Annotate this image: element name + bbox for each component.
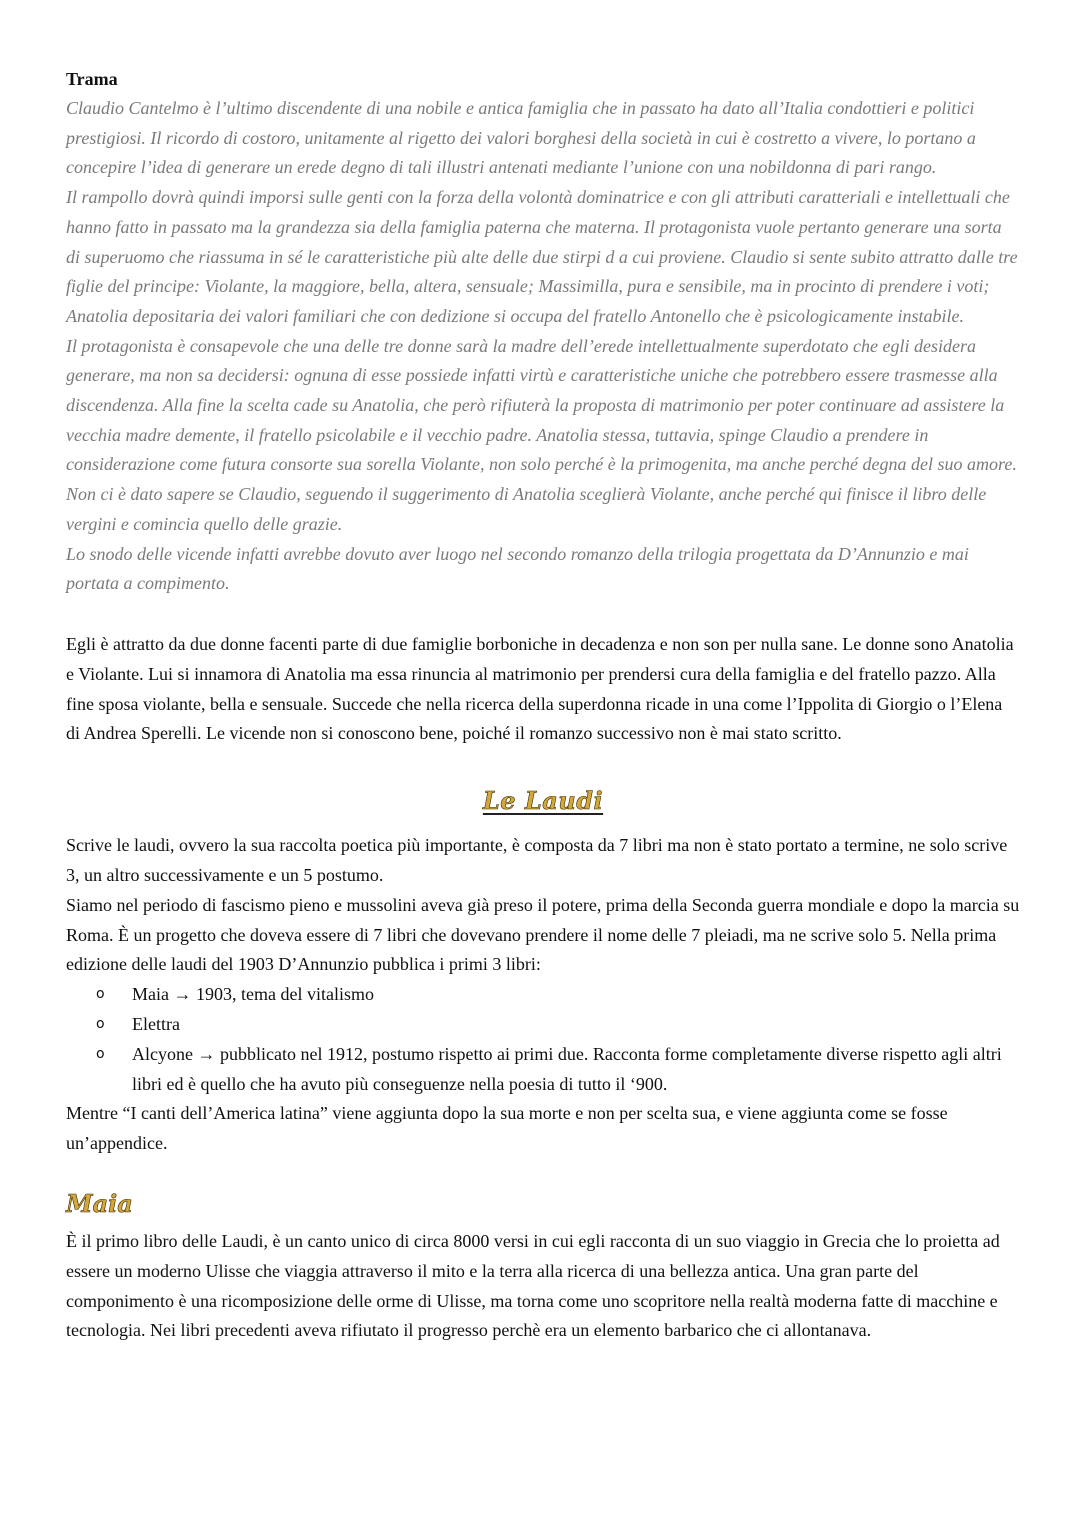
list-item-text: Alcyone → pubblicato nel 1912, postumo rispetto ai primi due. Racconta forme completamente diverse rispetto agli altri libri ed è quello che ha avuto più conseguenze nella poesia di tutto il ‘900.	[132, 1043, 1002, 1094]
spacer	[66, 599, 1020, 630]
laudi-intro: Scrive le laudi, ovvero la sua raccolta poetica più importante, è composta da 7 libri ma non è stato portato a termine, ne solo scrive 3, un altro successivamente e un 5 postumo.	[66, 835, 1008, 885]
list-item	[66, 980, 1020, 1010]
trama-paragraph: Il protagonista è consapevole che una delle tre donne sarà la madre dell’erede intellettualmente superdotato che egli desidera generare, ma non sa decidersi: ognuna di esse possiede infatti virtù e caratteristiche uniche che potrebbero essere trasmesse alla discendenza. Alla fine la scelta cade su Anatolia, che però rifiuterà la proposta di matrimonio per poter continuare ad assistere la vecchia madre demente, il fratello psicolabile e il vecchio padre. Anatolia stessa, tuttavia, spinge Claudio a prendere in considerazione come futura consorte sua sorella Violante, non solo perché è la primogenita, ma anche perché degna del suo amore. Non ci è dato sapere se Claudio, seguendo il suggerimento di Anatolia sceglierà Violante, anche perché qui finisce il libro delle vergini e comincia quello delle grazie.	[66, 335, 1017, 534]
trama-title: Trama	[66, 69, 118, 89]
maia-heading-text: Maia	[66, 1188, 133, 1218]
list-item	[66, 1010, 1020, 1040]
trama-body	[66, 94, 1020, 599]
laudi-context: Siamo nel periodo di fascismo pieno e mussolini aveva già preso il potere, prima della Seconda guerra mondiale e dopo la marcia su Roma. È un progetto che doveva essere di 7 libri che dovevano prendere il nome delle 7 pleiadi, ma ne scrive solo 5. Nella prima edizione delle laudi del 1903 D’Annunzio pubblica i primi 3 libri:	[66, 894, 1020, 975]
list-item-text: Maia → 1903, tema del vitalismo	[132, 984, 374, 1005]
list-item-text: Elettra	[132, 1013, 180, 1034]
maia-paragraph: È il primo libro delle Laudi, è un canto unico di circa 8000 versi in cui egli racconta di un suo viaggio in Grecia che lo proietta ad essere un moderno Ulisse che viaggia attraverso il mito e la terra alla ricerca di una bellezza antica. Una gran parte del componimento è una ricomposizione delle orme di Ulisse, ma torna come uno scopritore nella realtà moderna fatte di macchine e tecnologia. Nei libri precedenti aveva rifiutato il progresso perchè era un elemento barbarico che ci allontanava.	[66, 1230, 1000, 1341]
laudi-heading	[66, 781, 1020, 825]
laudi-book-list	[66, 980, 1020, 1099]
bullet-marker: o	[96, 1045, 105, 1062]
summary-paragraph: Egli è attratto da due donne facenti parte di due famiglie borboniche in decadenza e non son per nulla sane. Le donne sono Anatolia e Violante. Lui si innamora di Anatolia ma essa rinuncia al matrimonio per prendersi cura della famiglia e del fratello pazzo. Alla fine sposa violante, bella e sensuale. Succede che nella ricerca della superdonna ricade in una come l’Ippolita di Giorgio o l’Elena di Andrea Sperelli. Le vicende non si conoscono bene, poiché il romanzo successivo non è mai stato scritto.	[66, 633, 1014, 744]
laudi-closing: Mentre “I canti dell’America latina” viene aggiunta dopo la sua morte e non per scelta sua, e viene aggiunta come se fosse un’appendice.	[66, 1103, 948, 1154]
laudi-heading-text: Le Laudi	[482, 786, 604, 816]
trama-paragraph: Lo snodo delle vicende infatti avrebbe dovuto aver luogo nel secondo romanzo della trilogia progettata da D’Annunzio e mai portata a compimento.	[66, 543, 969, 594]
trama-paragraph: Claudio Cantelmo è l’ultimo discendente di una nobile e antica famiglia che in passato ha dato all’Italia condottieri e politici prestigiosi. Il ricordo di costoro, unitamente al rigetto dei valori borghesi della società in cui è costretto a vivere, lo portano a concepire l’idea di generare un erede degno di tali illustri antenati mediante l’unione con una nobildonna di pari rango.	[66, 98, 976, 178]
bullet-marker: o	[96, 986, 105, 1003]
list-item	[66, 1040, 1020, 1100]
bullet-marker: o	[96, 1015, 105, 1032]
maia-heading	[66, 1187, 1020, 1225]
trama-paragraph: Il rampollo dovrà quindi imporsi sulle genti con la forza della volontà dominatrice e con gli attributi caratteriali e intellettuali che hanno fatto in passato ma la grandezza sia della famiglia paterna che materna. Il protagonista vuole pertanto generare una sorta di superuomo che riassuma in sé le caratteristiche più alte delle due stirpi d a cui proviene. Claudio si sente subito attratto dalle tre figlie del principe: Violante, la maggiore, bella, altera, sensuale; Massimilla, pura e sensibile, ma in procinto di prendere i voti; Anatolia depositaria dei valori familiari che con dedizione si occupa del fratello Antonello che è psicologicamente instabile.	[66, 187, 1018, 326]
